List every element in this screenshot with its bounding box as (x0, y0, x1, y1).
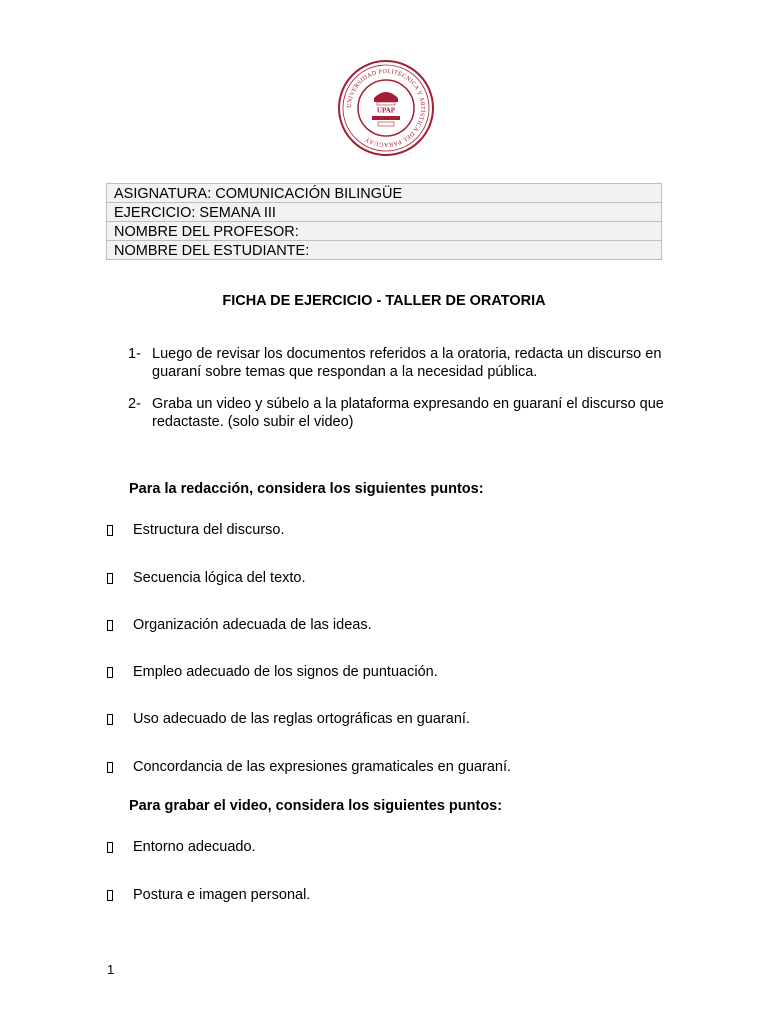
bullet-box-icon (107, 667, 113, 678)
seal-ring-text: UNIVERSIDAD POLITÉCNICA Y ARTÍSTICA DEL PARAGUAY (345, 67, 427, 149)
list-item-text: Postura e imagen personal. (133, 887, 311, 903)
bullet-box-icon (107, 573, 113, 584)
list-item-text: Secuencia lógica del texto. (133, 570, 306, 586)
university-seal-logo (336, 58, 436, 158)
task-item (128, 396, 668, 431)
list-item-text: Estructura del discurso. (133, 522, 285, 538)
writing-section-heading: Para la redacción, considera los siguientes puntos: (129, 481, 484, 497)
video-section-heading: Para grabar el video, considera los siguientes puntos: (129, 798, 503, 814)
table-row (107, 222, 662, 241)
subject-cell: ASIGNATURA: COMUNICACIÓN BILINGÜE (107, 184, 662, 203)
task-number: 2- (128, 396, 141, 412)
table-row (107, 241, 662, 260)
list-item-text: Concordancia de las expresiones gramaticales en guaraní. (133, 759, 512, 775)
seal-center-text: UPAP (376, 106, 396, 115)
teacher-name-cell: NOMBRE DEL PROFESOR: (107, 222, 662, 241)
bullet-box-icon (107, 525, 113, 536)
bullet-box-icon (107, 762, 113, 773)
page-number: 1 (107, 962, 115, 977)
table-row (107, 203, 662, 222)
list-item-text: Uso adecuado de las reglas ortográficas en guaraní. (133, 711, 470, 727)
document-title: FICHA DE EJERCICIO - TALLER DE ORATORIA (222, 293, 546, 309)
list-item-text: Empleo adecuado de los signos de puntuación. (133, 664, 438, 680)
task-text: Graba un video y súbelo a la plataforma expresando en guaraní el discurso que redactaste. (solo subir el video) (152, 396, 664, 430)
bullet-box-icon (107, 714, 113, 725)
student-name-cell: NOMBRE DEL ESTUDIANTE: (107, 241, 662, 260)
list-item-text: Entorno adecuado. (133, 839, 256, 855)
exercise-cell: EJERCICIO: SEMANA III (107, 203, 662, 222)
table-row (107, 184, 662, 203)
task-text: Luego de revisar los documentos referidos a la oratoria, redacta un discurso en guaraní sobre temas que respondan a la necesidad pública. (152, 346, 662, 380)
bullet-box-icon (107, 620, 113, 631)
bullet-box-icon (107, 890, 113, 901)
list-item-text: Organización adecuada de las ideas. (133, 617, 372, 633)
task-number: 1- (128, 346, 141, 362)
bullet-box-icon (107, 842, 113, 853)
task-item (128, 346, 668, 381)
student-info-table (106, 183, 662, 260)
